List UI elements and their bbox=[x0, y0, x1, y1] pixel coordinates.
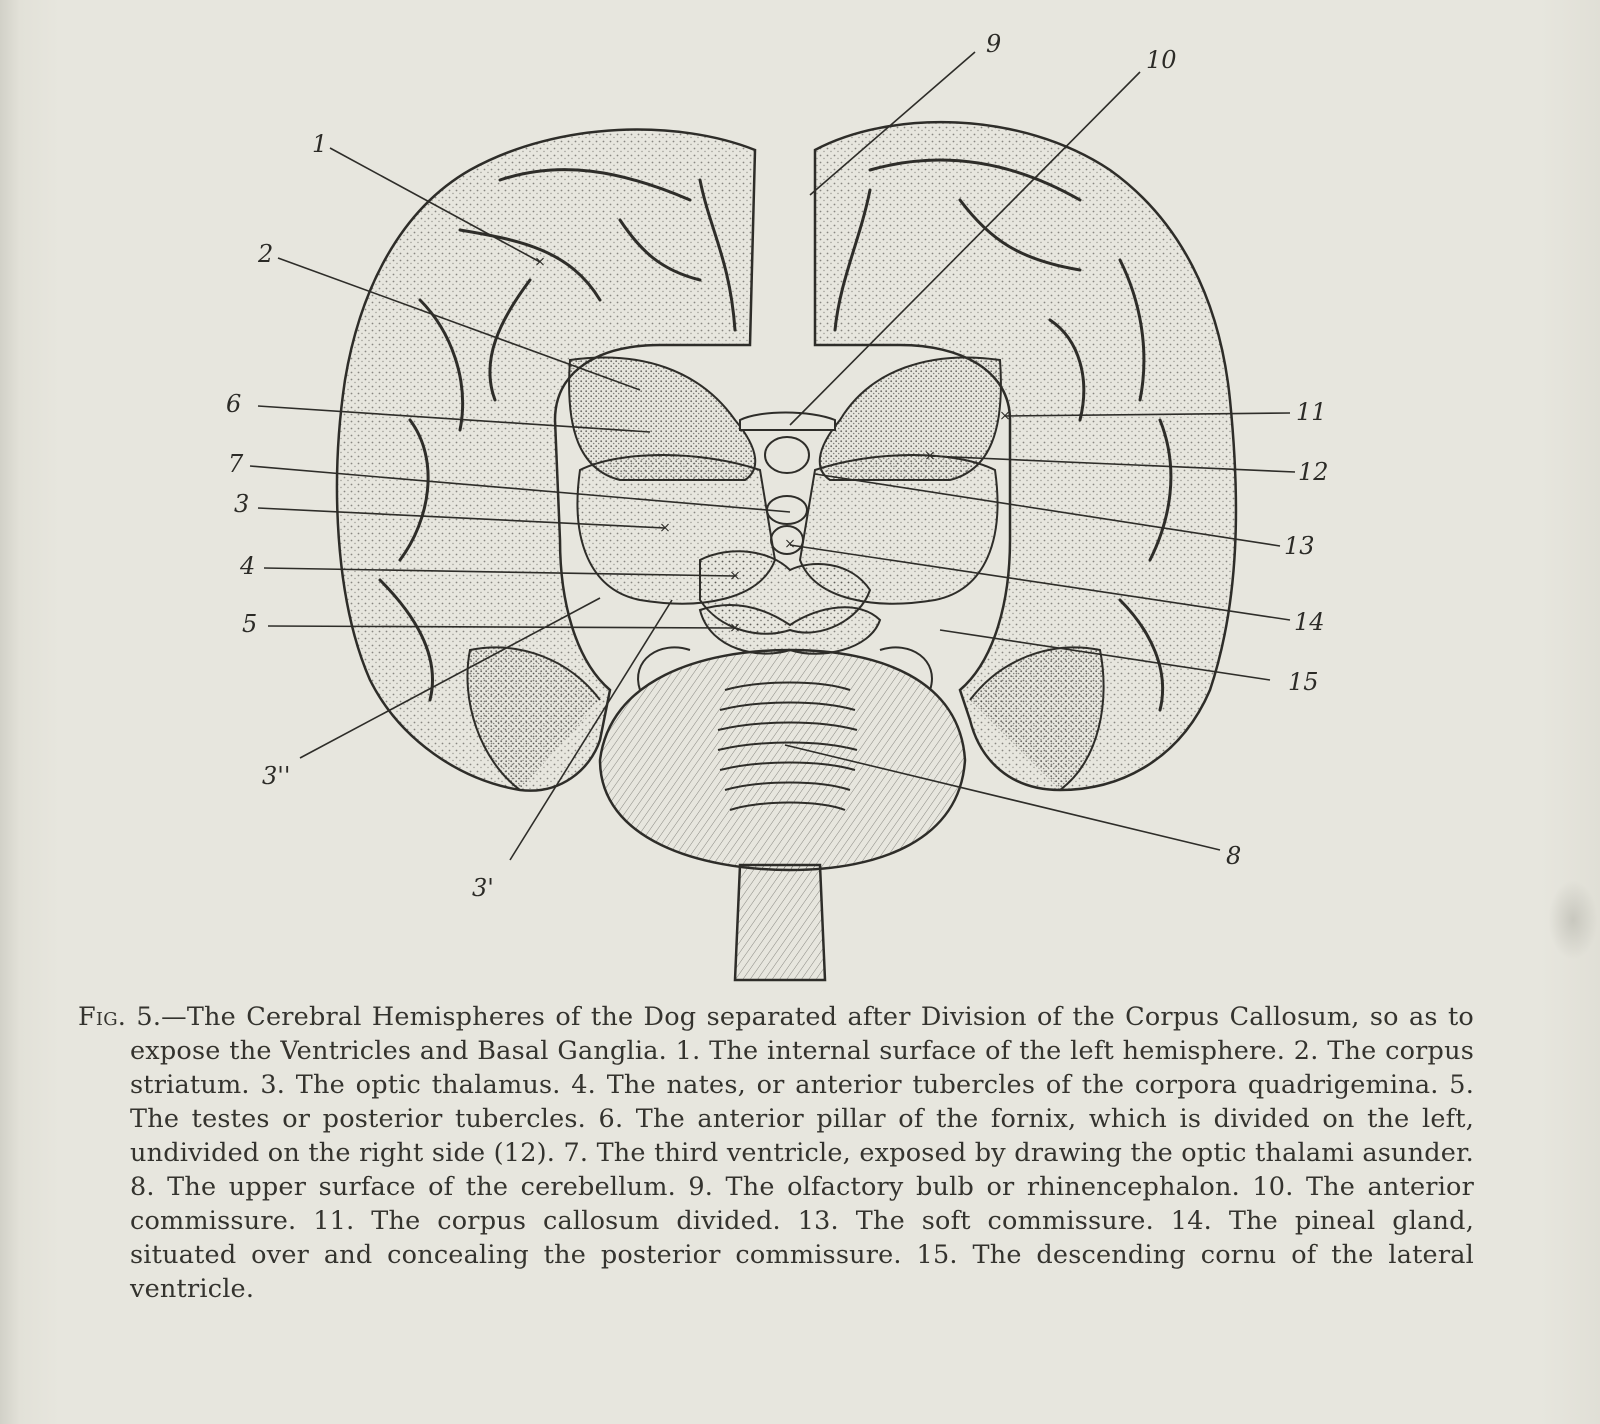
label-7: 7 bbox=[228, 450, 244, 478]
label-1: 1 bbox=[312, 130, 328, 158]
caption-text: —The Cerebral Hemispheres of the Dog separated after Division of the Corpus Callosum, so as to expose the Ventricles and Basal Ganglia. 1. The internal surface of the left hemisphere. 2. The corpus striatum. 3. The optic thalamus. 4. The nates, or anterior tubercles of the corpora quadrigemina. 5. The testes or posterior tubercles. 6. The anterior pillar of the fornix, which is divided on the left, undivided on the right side (12). 7. The third ventricle, exposed by drawing the optic thalami asunder. 8. The upper surface of the cerebellum. 9. The olfactory bulb or rhinencephalon. 10. The anterior commissure. 11. The corpus callosum divided. 13. The soft commissure. 14. The pineal gland, situated over and concealing the posterior commissure. 15. The descending cornu of the lateral ventricle. bbox=[130, 1002, 1474, 1304]
label-5: 5 bbox=[242, 610, 258, 638]
label-10: 10 bbox=[1146, 46, 1177, 74]
label-2: 2 bbox=[258, 240, 274, 268]
label-12: 12 bbox=[1298, 458, 1329, 486]
label-11: 11 bbox=[1296, 398, 1327, 426]
figure-number: 5. bbox=[136, 1002, 162, 1032]
marker: × bbox=[784, 536, 796, 552]
marker: × bbox=[999, 408, 1011, 424]
label-15: 15 bbox=[1288, 668, 1319, 696]
label-3: 3 bbox=[234, 490, 250, 518]
label-14: 14 bbox=[1294, 608, 1325, 636]
page-smudge bbox=[1548, 880, 1598, 960]
marker: × bbox=[924, 448, 936, 464]
cerebellum bbox=[600, 647, 965, 980]
basal-ganglia bbox=[569, 358, 1001, 654]
figure-label: Fig. bbox=[78, 1002, 127, 1032]
marker: × bbox=[729, 568, 741, 584]
label-9: 9 bbox=[986, 30, 1002, 58]
label-3-double-prime: 3'' bbox=[262, 762, 291, 790]
caption-paragraph bbox=[78, 1000, 1474, 1306]
marker: × bbox=[729, 620, 741, 636]
marker: × bbox=[534, 254, 546, 270]
label-13: 13 bbox=[1284, 532, 1315, 560]
label-8: 8 bbox=[1226, 842, 1242, 870]
label-6: 6 bbox=[226, 390, 242, 418]
figure-caption bbox=[78, 1000, 1474, 1306]
label-4: 4 bbox=[240, 552, 256, 580]
marker: × bbox=[659, 520, 671, 536]
label-3-prime: 3' bbox=[472, 874, 494, 902]
